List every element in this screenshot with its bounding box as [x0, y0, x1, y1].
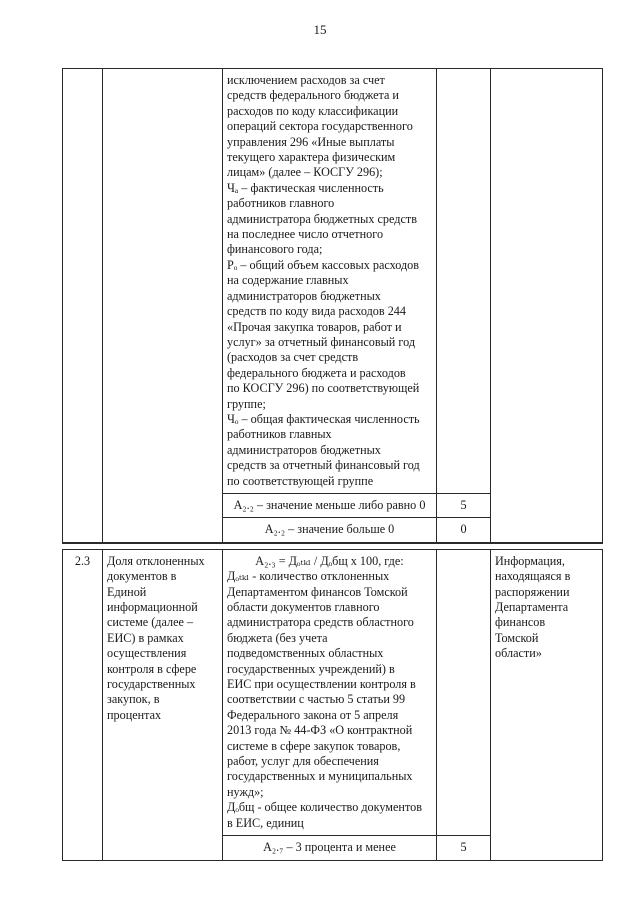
text-line: в ЕИС, единиц	[227, 815, 304, 830]
text-line: осуществления	[107, 646, 187, 661]
table-row-continued	[63, 69, 603, 494]
text-line: администратора бюджетных средств	[227, 211, 417, 226]
text-line: Дₒₜₖₗ - количество отклоненных	[227, 569, 390, 584]
cell-name-empty	[103, 69, 223, 543]
text-line: финансового года;	[227, 242, 323, 257]
cell-score-empty	[437, 69, 491, 494]
text-line: Томской	[495, 630, 539, 645]
text-line: работ, услуг для обеспечения	[227, 754, 379, 769]
text-line: системе (далее –	[107, 615, 194, 630]
text-line: Федерального закона от 5 апреля	[227, 707, 399, 722]
text-line: Департаментом финансов Томской	[227, 584, 408, 599]
text-line: управления 296 «Иные выплаты	[227, 134, 395, 149]
cell-formula-description	[223, 69, 437, 494]
text-line: текущего характера физическим	[227, 150, 396, 165]
text-line: государственных учреждений) в	[227, 661, 395, 676]
text-line: операций сектора государственного	[227, 119, 413, 134]
grade-score: 0	[437, 518, 491, 543]
text-line: закупок, в	[107, 692, 160, 707]
cell-formula-description	[223, 549, 437, 835]
text-line: «Прочая закупка товаров, работ и	[227, 319, 402, 334]
text-line: подведомственных областных	[227, 646, 384, 661]
page-number: 15	[313, 22, 327, 37]
text-line: нужд»;	[227, 784, 264, 799]
text-line: государственных и муниципальных	[227, 769, 413, 784]
text-line: исключением расходов за счет	[227, 73, 385, 87]
text-line: по соответствующей группе	[227, 473, 374, 488]
text-line: по КОСГУ 296) по соответствующей	[227, 381, 420, 396]
text-line: администратора средств областного	[227, 615, 414, 630]
cell-score-empty	[437, 549, 491, 835]
text-line: федерального бюджета и расходов	[227, 365, 406, 380]
text-line: системе в сфере закупок товаров,	[227, 738, 401, 753]
text-line: Департамента	[495, 600, 569, 614]
text-line: работников главных	[227, 427, 332, 442]
grade-score: 5	[437, 836, 491, 860]
text-line: (расходов за счет средств	[227, 350, 359, 365]
text-line: документов в	[107, 569, 177, 584]
indicator-source	[491, 549, 603, 860]
text-line: области документов главного	[227, 600, 380, 614]
text-line: средств федерального бюджета и	[227, 88, 399, 103]
text-line: находящаяся в	[495, 569, 571, 584]
text-line: 2013 года № 44-ФЗ «О контрактной	[227, 723, 413, 738]
text-line: Pₒ – общий объем кассовых расходов	[227, 257, 420, 272]
indicator-table	[62, 68, 603, 861]
text-line: финансов	[495, 615, 546, 630]
text-line: на содержание главных	[227, 273, 349, 288]
text-line: услуг» за отчетный финансовый год	[227, 334, 416, 349]
grade-criterion: A₂.₂ – значение меньше либо равно 0	[223, 493, 437, 517]
text-line: лицам» (далее – КОСГУ 296);	[227, 165, 383, 180]
text-line: расходов по коду классификации	[227, 103, 399, 118]
table-row-indicator-2-3	[63, 549, 603, 835]
indicator-number: 2.3	[63, 549, 103, 860]
text-line: государственных	[107, 677, 196, 692]
text-line: контроля в сфере	[107, 661, 197, 676]
text-line: области»	[495, 646, 542, 661]
cell-index-empty	[63, 69, 103, 543]
grade-score: 5	[437, 493, 491, 517]
text-line: средств за отчетный финансовый год	[227, 458, 420, 473]
text-line: распоряжении	[495, 584, 570, 599]
text-line: средств по коду вида расходов 244	[227, 304, 406, 319]
text-line: группе;	[227, 396, 266, 411]
text-line: Единой	[107, 584, 147, 599]
text-line: Дₒбщ - общее количество документов	[227, 800, 422, 815]
text-line: Информация,	[495, 553, 565, 568]
text-line: процентах	[107, 707, 162, 722]
text-line: администраторов бюджетных	[227, 288, 381, 303]
text-line: ЕИС при осуществлении контроля в	[227, 677, 416, 692]
text-line: Чₒ – общая фактическая численность	[227, 411, 420, 426]
text-line: Доля отклоненных	[107, 553, 205, 568]
text-line: информационной	[107, 600, 198, 614]
grade-criterion: A₂.₇ – 3 процента и менее	[223, 836, 437, 860]
text-line: Чₐ – фактическая численность	[227, 180, 384, 195]
text-line: ЕИС) в рамках	[107, 630, 184, 645]
text-line: бюджета (без учета	[227, 630, 328, 645]
grade-criterion: A₂.₂ – значение больше 0	[223, 518, 437, 543]
text-line: на последнее число отчетного	[227, 227, 384, 242]
cell-source-empty	[491, 69, 603, 543]
text-line: работников главного	[227, 196, 335, 211]
text-line: администраторов бюджетных	[227, 442, 381, 457]
text-line: соответствии с частью 5 статьи 99	[227, 692, 406, 707]
indicator-name	[103, 549, 223, 860]
formula: A₂.₃ = Дₒₜₖₗ / Дₒбщ x 100, где:	[255, 553, 404, 568]
